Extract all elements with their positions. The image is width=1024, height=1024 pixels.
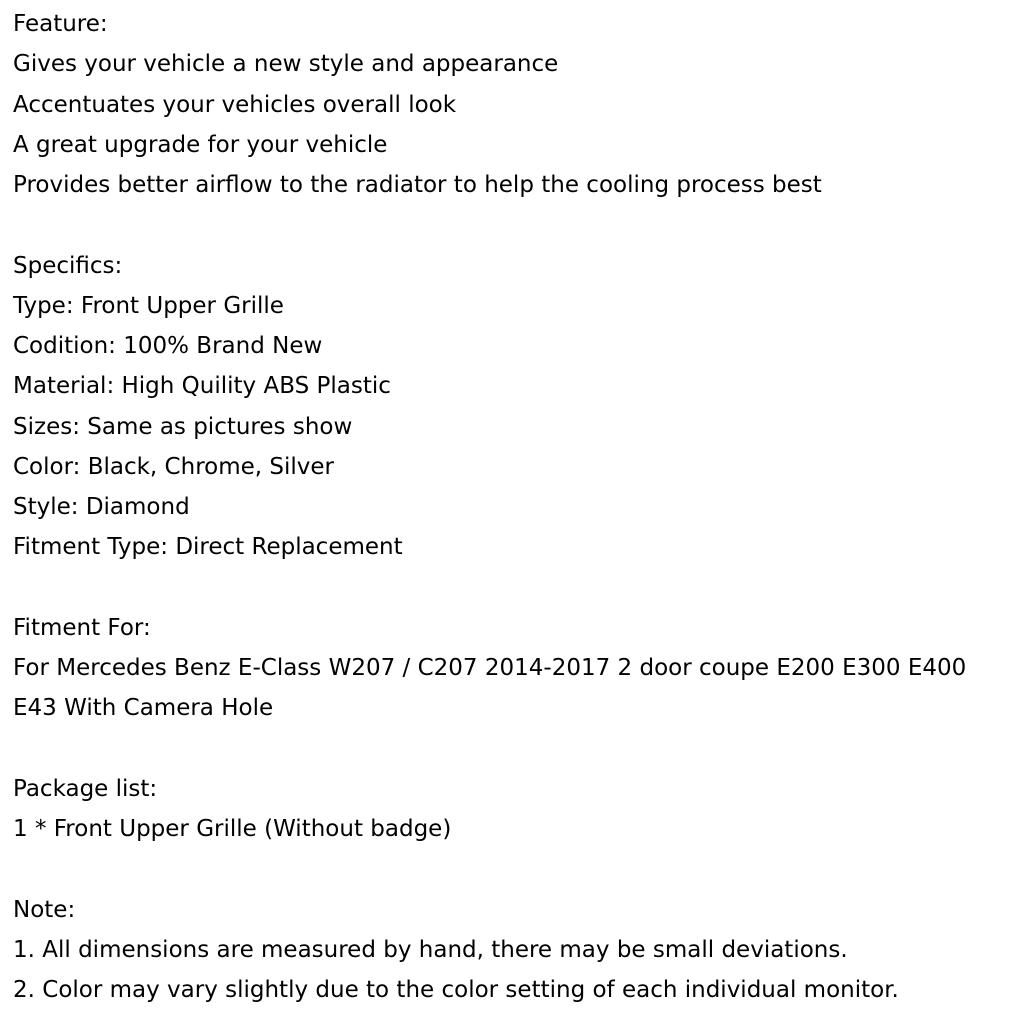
feature-item: Gives your vehicle a new style and appearance [13,51,559,78]
package-item: 1 * Front Upper Grille (Without badge) [13,816,452,842]
feature-item: Accentuates your vehicles overall look [13,91,457,118]
feature-item: Provides better airflow to the radiator to help the cooling process best [13,172,822,198]
package-section [13,769,1013,850]
spec-condition: Codition: 100% Brand New [13,333,323,359]
section-spacer [13,205,1013,245]
package-heading: Package list: [13,775,158,802]
note-item: 2. Color may vary slightly due to the color setting of each individual monitor. [13,977,899,1003]
section-spacer [13,729,1013,769]
spec-sizes: Sizes: Same as pictures show [13,413,353,440]
spec-type: Type: Front Upper Grille [13,292,284,319]
fitment-heading: Fitment For: [13,614,151,641]
fitment-item: E43 With Camera Hole [13,695,274,722]
product-description [13,4,1013,1010]
specifics-heading: Specifics: [13,252,123,279]
feature-section [13,4,1013,205]
feature-item: A great upgrade for your vehicle [13,131,388,158]
spec-material: Material: High Quility ABS Plastic [13,373,391,400]
note-section [13,890,1013,1011]
fitment-item: For Mercedes Benz E-Class W207 / C207 2014-2017 2 door coupe E200 E300 E400 [13,655,967,681]
spec-color: Color: Black, Chrome, Silver [13,453,334,480]
specifics-section [13,246,1013,568]
section-spacer [13,849,1013,889]
feature-heading: Feature: [13,11,108,37]
fitment-section [13,608,1013,729]
section-spacer [13,568,1013,608]
spec-style: Style: Diamond [13,494,190,520]
spec-fitment-type: Fitment Type: Direct Replacement [13,534,403,561]
note-heading: Note: [13,896,76,923]
note-item: 1. All dimensions are measured by hand, there may be small deviations. [13,936,848,963]
